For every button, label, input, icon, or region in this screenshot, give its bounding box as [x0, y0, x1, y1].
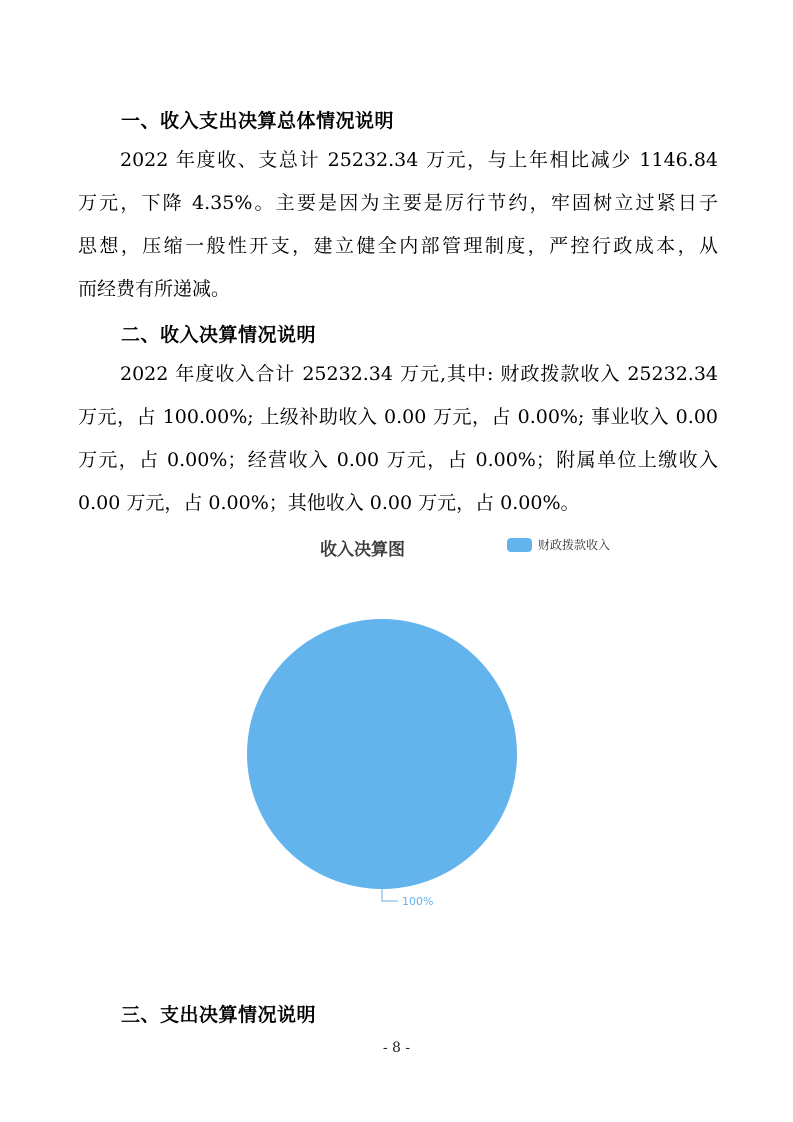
section2-paragraph — [78, 353, 718, 525]
legend-label: 财政拨款收入 — [538, 538, 611, 552]
pie-slice — [247, 619, 517, 889]
pie-chart — [200, 560, 580, 930]
pie-data-label: 100% — [402, 895, 434, 908]
legend-swatch — [507, 538, 532, 552]
paragraph-line: 0.00 万元，占 0.00%；其他收入 0.00 万元，占 0.00%。 — [78, 492, 580, 514]
paragraph-line: 万元，下降 4.35%。主要是因为主要是厉行节约，牢固树立过紧日子 — [78, 192, 718, 214]
label-leader-line — [382, 889, 398, 901]
section3-heading: 三、支出决算情况说明 — [121, 1004, 317, 1026]
paragraph-line: 而经费有所递减。 — [78, 278, 231, 300]
page-number: - 8 - — [382, 1040, 411, 1056]
paragraph-line: 万元，占 100.00%; 上级补助收入 0.00 万元，占 0.00%; 事业收入 0.00 — [78, 406, 718, 428]
section1-paragraph — [78, 139, 718, 311]
paragraph-line: 2022 年度收入合计 25232.34 万元,其中: 财政拨款收入 25232.34 — [120, 363, 718, 385]
section2-heading: 二、收入决算情况说明 — [121, 324, 317, 346]
paragraph-line: 万元，占 0.00%；经营收入 0.00 万元，占 0.00%；附属单位上缴收入 — [78, 449, 718, 471]
section1-heading: 一、收入支出决算总体情况说明 — [121, 110, 395, 132]
paragraph-line: 思想，压缩一般性开支，建立健全内部管理制度，严控行政成本，从 — [78, 235, 718, 257]
chart-title: 收入决算图 — [320, 540, 405, 560]
paragraph-line: 2022 年度收、支总计 25232.34 万元，与上年相比减少 1146.84 — [120, 149, 718, 171]
chart-legend — [507, 536, 610, 553]
